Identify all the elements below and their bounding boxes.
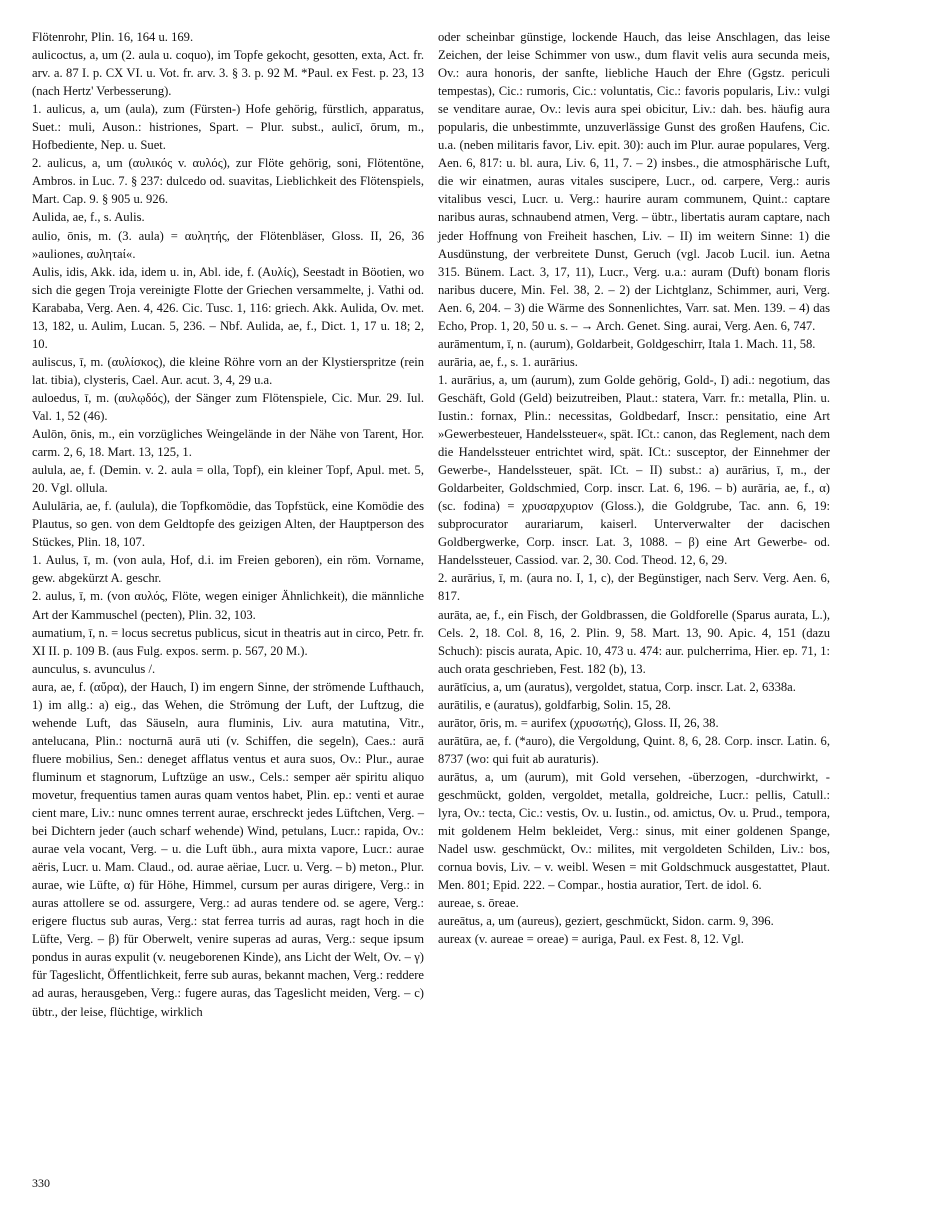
dictionary-entry: aulio, ōnis, m. (3. aula) = αυλητής, der Flötenbläser, Gloss. II, 26, 36 »auliones, αυλητaί«. [32,228,424,261]
dictionary-entry: Flötenrohr, Plin. 16, 164 u. 169. [32,30,194,44]
dictionary-entry: aunculus, s. avunculus /. [32,661,156,676]
dictionary-entry: 1. aulicus, a, um (aula), zum (Fürsten-) Hofe gehörig, fürstlich, apparatus, Suet.: muli, Auson.: histriones, Spart. – Plur. subst., aulicī, ōrum, m., Hofbediente, Nep. u. Suet. [32,102,424,153]
page-number: 330 [32,1176,50,1190]
dictionary-entry: aumatium, ī, n. = locus secretus publicus, sicut in theatris aut in circo, Petr. fr. XI II. p. 109 B. (aus Fulg. expos. serm. p. 567, 20 M.). [32,625,424,658]
dictionary-entry: 2. aurārius, ī, m. (aura no. I, 1, c), der Begünstiger, nach Serv. Verg. Aen. 6, 817. [438,571,830,604]
dictionary-entry: Aulida, ae, f., s. Aulis. [32,210,145,225]
dictionary-entry: aurātūra, ae, f. (*auro), die Vergoldung, Quint. 8, 6, 28. Corp. inscr. Latin. 6, 8737 (wo: qui fuit ab auraturis). [438,733,830,766]
dictionary-entry: 2. aulicus, a, um (αυλικός v. αυλός), zur Flöte gehörig, soni, Flötentöne, Ambros. in Luc. 7. § 237: dulcedo od. suavitas, Lieblichkeit des Flötenspiels, Mart. Cap. 9. § 905 u. 926. [32,156,424,207]
dictionary-entry: 1. aurārius, a, um (aurum), zum Golde gehörig, Gold-, I) adi.: negotium, das Geschäft, Gold (Geld) beizutreiben, Plaut.: statera, Varr. fr.: metalla, Plin. u. Iustin.: fornax, Plin.: necessitas, Goldbedarf, Inscr.: pensitatio, eine Art »Gewerbesteuer, Handelssteuer«, spät. ICt.: canon, das Reglement, nach dem die Handelssteuer entrichtet wird, spät. ICt.: susceptor, der Einnehmer der Gewerbe-, Handelssteuer, spät. ICt. – II) subst.: a) aurārius, ī, m., der Goldarbeiter, Goldschmied, Corp. inscr. Lat. 6, 196. – b) aurāria, ae, f., α) (sc. fodina) = χρυσαρχυριον (Gloss.), die Goldgrube, Tac. ann. 6, 19: subprocurator aurariarum, kaiserl. Unterverwalter der dacischen Goldbergwerke, Corp. inscr. Lat. 3, 1088. – β) eine Art Gewerbe- od. Handelssteuer, Cassiod. var. 2, 30. Cod. Theod. 12, 6, 29. [438,372,830,568]
dictionary-entry: aureātus, a, um (aureus), geziert, geschmückt, Sidon. carm. 9, 396. [438,914,774,929]
dictionary-entry: aulicoctus, a, um (2. aula u. coquo), im Topfe gekocht, gesotten, exta, Act. fr. arv. a. 87 I. p. CX VI. u. Vot. fr. arv. 3. § 3. p. 92 M. *Paul. ex Fest. p. 23, 13 (nach Hertz' Verbesserung). [32,48,424,99]
dictionary-entry: Aulis, idis, Akk. ida, idem u. in, Abl. ide, f. (Αυλίς), Seestadt in Böotien, wo sich die gegen Troja vereinigte Flotte der Griechen versammelte, j. Vathi od. Karababa, Verg. Aen. 4, 426. Cic. Tusc. 1, 116: griech. Akk. Aulida, Ov. met. 13, 182, u. Aulim, Lucan. 5, 236. – Nbf. Aulida, ae, f., Dict. 1, 17 u. 18; 2, 10. [32,264,424,351]
dictionary-entry: Aulōn, ōnis, m., ein vorzügliches Weingelände in der Nähe von Tarent, Hor. carm. 2, 6, 18. Mart. 13, 125, 1. [32,427,424,460]
dictionary-entry: aurāta, ae, f., ein Fisch, der Goldbrassen, die Goldforelle (Sparus aurata, L.), Cels. 2, 18. Col. 8, 16, 2. Plin. 9, 58. Mart. 13, 90. Apic. 4, 151 (dazu Schuch): piscis aurata, Apic. 10, 473 u. 474: aur. pulcherrima, Hier. ep. 71, 1: auch orata geschrieben, Fest. 182 (b), 13. [438,607,830,676]
dictionary-entry: 2. aulus, ī, m. (von αυλός, Flöte, wegen einiger Ähnlichkeit), die männliche Art der Kammuschel (pecten), Plin. 32, 103. [32,589,424,622]
dictionary-entry: aulula, ae, f. (Demin. v. 2. aula = olla, Topf), ein kleiner Topf, Apul. met. 5, 20. Vgl. ollula. [32,463,424,496]
right-column [438,28,830,948]
dictionary-entry: aurātus, a, um (aurum), mit Gold versehen, -überzogen, -durchwirkt, -geschmückt, golden, vergoldet, metalla, goldreiche, Lucr.: pellis, Catull.: lyra, Ov.: tecta, Cic.: vestis, Ov. u. Iustin., od. amictus, Ov. u. Prud., tempora, mit goldenem Helm bekleidet, Verg.: sinus, mit einer goldenen Spange, Nadel usw. geschmückt, Ov.: milites, mit vergoldeten Schilden, Liv.: bos, cornua bovis, Liv. – v. weibl. Wesen = mit Goldschmuck ausgestattet, Plaut. Men. 801; Epid. 222. – Compar., hostia auratior, Tert. de idol. 6. [438,769,830,893]
dictionary-entry: 1. Aulus, ī, m. (von aula, Hof, d.i. im Freien geboren), ein röm. Vorname, gew. abgekürzt A. geschr. [32,553,424,586]
dictionary-entry: aurātīcius, a, um (auratus), vergoldet, statua, Corp. inscr. Lat. 2, 6338a. [438,679,796,694]
left-column [32,28,424,1021]
dictionary-entry: aurātor, ōris, m. = aurifex (χρυσωτής), Gloss. II, 26, 38. [438,715,719,730]
dictionary-entry: auliscus, ī, m. (αυλίσκος), die kleine Röhre vorn an der Klystierspritze (rein lat. tibia), clysteris, Cael. Aur. acut. 3, 4, 29 u.a. [32,354,424,387]
dictionary-entry: oder scheinbar günstige, lockende Hauch, das leise Anschlagen, das leise Zeichen, der leise Schimmer von usw., dum flavit velis aura secunda meis, Ov.: aura honoris, der sanfte, liebliche Hauch der Ehre (Ggstz. periculi tempestas), Cic.: rumoris, Cic.: voluntatis, Cic.: favoris popularis, Liv.: vulgi se venditare aurae, Ov.: levis aura spei obicitur, Liv.: dah. bes. häufig aura popularis, die unbestimmte, unzuverlässige Gunst des großen Haufens, Cic. u.a. (neben militaris favor, Liv. epit. 30): auch im Plur. aurae populares, Verg. Aen. 6, 817: u. bl. aura, Liv. 6, 11, 7. – 2) insbes., die atmosphärische Luft, die wir einatmen, auras vitales suscipere, Lucr., od. carpere, Verg.: auris vitalibus vesci, Lucr. u. Verg.: haurire auram communem, Quint.: captare naribus auras, schnaubend atmen, Verg. – übtr., libertatis auram captare, nach jeder Hoffnung von Freiheit haschen, Liv. – II) im weitern Sinne: 1) die Ausdünstung, der verbreitete Dunst, Geruch (vgl. Jacob Lucil. iun. Aetna 315. Bünem. Lact. 3, 17, 11), Lucr., Verg. u.a.: auram (Duft) bonam floris naribus ducere, Min. Fel. 38, 2. – 2) der Lichtglanz, Schimmer, auri, Verg. Aen. 6, 204. – 3) die Wärme des Sonnenlichtes, Varr. sat. Men. 139. – 4) das Echo, Prop. 1, 20, 50 u. s. – → Arch. Genet. Sing. aurai, Verg. Aen. 6, 747. [438,30,830,333]
dictionary-entry: aureae, s. ōreae. [438,896,519,911]
dictionary-entry: Aululāria, ae, f. (aulula), die Topfkomödie, das Topfstück, eine Komödie des Plautus, so gen. von dem Geldtopfe des geizigen Alten, der Hauptperson des Stückes, Plin. 18, 107. [32,499,424,550]
dictionary-entry: aura, ae, f. (αὔρα), der Hauch, I) im engern Sinne, der strömende Lufthauch, 1) im allg.: a) eig., das Wehen, die Strömung der Luft, der Luftzug, die wehende Luft, das Säuseln, aura fluminis, Liv. aura matutina, Vitr., antelucana, Plin.: nocturnā aurā uti (v. Schiffen, die segeln), Caes.: aurā fluere mobilius, Sen.: deneget afflatus ventus et aura suos, Ov.: Plur., aurae fluminum et stagnorum, Luftzüge an usw., Cels.: semper aër spiritu aliquo movetur, frequentius tamen auras quam ventos habet, Plin. ep.: venti et aurae cient mare, Liv.: nunc omnes terrent aurae, erschreckt jedes Lüftchen, Verg. – bei Dichtern jeder (auch scharf wehende) Wind, petulans, Lucr.: rapida, Ov.: aurae vela vocant, Verg. – u. die Luft übh., aura mixta vapore, Lucr.: aurae aëris, Lucr. u. Mam. Claud., od. aurae aëriae, Lucr. u. Verg. – b) meton., Plur. aurae, wie Lüfte, α) für Höhe, Himmel, cursum per auras dirigere, Verg.: in auras attollere se od. assurgere, Verg.: ad auras tendere od. se agere, Verg.: erigere fluctus sub auras, Verg.: stat ferrea turris ad auras, ragt hoch in die Lüfte, Verg. – β) für Oberwelt, venire superas ad auras, Verg.: seque ipsum pondus in auras expulit (v. neugeborenen Kinde), ans Licht der Welt, Ov. – γ) für Tageslicht, Öffentlichkeit, ferre sub auras, bekannt machen, Verg.: reddere ad auras, herausgeben, Verg.: fugere auras, das Tageslicht meiden, Verg. – c) übtr., der leise, flüchtige, wirklich [32,679,424,1019]
dictionary-entry: aurātilis, e (auratus), goldfarbig, Solin. 15, 28. [438,697,671,712]
dictionary-entry: aurāmentum, ī, n. (aurum), Goldarbeit, Goldgeschirr, Itala 1. Mach. 11, 58. [438,336,816,351]
dictionary-entry: aureax (v. aureae = oreae) = auriga, Paul. ex Fest. 8, 12. Vgl. [438,932,744,947]
dictionary-entry: aurāria, ae, f., s. 1. aurārius. [438,354,578,369]
dictionary-entry: auloedus, ī, m. (αυλῳδός), der Sänger zum Flötenspiele, Cic. Mur. 29. Iul. Val. 1, 52 (46). [32,390,424,423]
